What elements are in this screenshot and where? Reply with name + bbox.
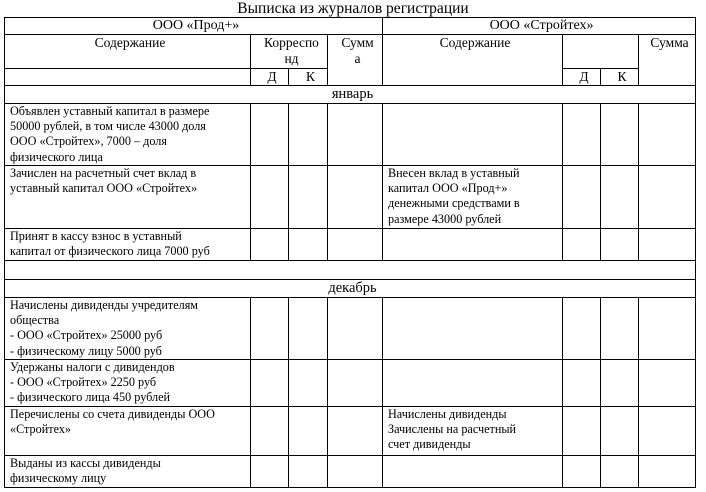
cell <box>639 229 696 261</box>
text-line: Принят в кассу взнос в уставный <box>10 229 182 243</box>
content-header-left: Содержание <box>5 35 251 69</box>
company-left: ООО «Прод+» <box>5 18 383 35</box>
cell <box>639 166 696 229</box>
cell <box>639 360 696 407</box>
correspondence-header-right <box>563 35 639 69</box>
cell <box>251 104 289 166</box>
row3-right-content <box>383 229 563 261</box>
row1-right-content <box>383 104 563 166</box>
cell <box>601 360 639 407</box>
text-line: 50000 рублей, в том числе 43000 доля <box>10 119 206 134</box>
row2-left-content <box>5 166 251 229</box>
text-line: уставный капитал ООО «Стройтех» <box>10 181 198 196</box>
row2-right-content <box>383 166 563 229</box>
table-row <box>5 407 696 456</box>
cell <box>328 360 383 407</box>
cell <box>563 360 601 407</box>
cell <box>639 104 696 166</box>
cell <box>251 456 289 488</box>
cell <box>328 456 383 488</box>
cell <box>601 298 639 360</box>
sum-header-line2: а <box>354 51 361 66</box>
cell <box>251 407 289 456</box>
cell <box>563 456 601 488</box>
cell <box>563 166 601 229</box>
correspondence-header-line2: нд <box>284 51 299 66</box>
cell <box>289 360 328 407</box>
text-line: - физического лица 450 рублей <box>10 390 171 405</box>
text-line: - физическому лицу 5000 руб <box>10 343 162 358</box>
text-line: Выданы из кассы дивиденды <box>10 456 161 470</box>
text-line: - ООО «Стройтех» 2250 руб <box>10 375 157 390</box>
sum-header-line1: Сумм <box>341 35 374 50</box>
cell <box>601 229 639 261</box>
cell <box>289 229 328 261</box>
text-line: Внесен вклад в уставный <box>388 166 520 180</box>
cell <box>328 229 383 261</box>
cell <box>251 229 289 261</box>
month-december: декабрь <box>5 280 696 298</box>
content-subheader-left <box>5 69 251 86</box>
sum-header-right: Сумма <box>639 35 696 86</box>
row4-left-content <box>5 298 251 360</box>
text-line: общества <box>10 313 60 328</box>
cell <box>289 407 328 456</box>
credit-header-left: К <box>289 69 328 86</box>
table-row <box>5 456 696 488</box>
cell <box>601 456 639 488</box>
cell <box>328 104 383 166</box>
text-line: «Стройтех» <box>10 422 72 437</box>
row3-left-content <box>5 229 251 261</box>
journal-table <box>4 17 696 488</box>
cell <box>601 407 639 456</box>
company-header-row <box>5 18 696 35</box>
text-line: Зачислены на расчетный <box>388 422 517 437</box>
debit-header-right: Д <box>563 69 601 86</box>
cell <box>563 104 601 166</box>
cell <box>601 104 639 166</box>
cell <box>289 166 328 229</box>
row6-left-content <box>5 407 251 456</box>
cell <box>289 104 328 166</box>
table-row <box>5 229 696 261</box>
table-row <box>5 166 696 229</box>
table-row <box>5 360 696 407</box>
spacer-cell <box>5 261 696 280</box>
cell <box>563 407 601 456</box>
cell <box>251 298 289 360</box>
document-title: Выписка из журналов регистрации <box>237 0 469 17</box>
text-line: капитал ООО «Прод+» <box>388 181 508 196</box>
cell <box>289 298 328 360</box>
month-row-january <box>5 86 696 104</box>
table-row <box>5 298 696 360</box>
cell <box>251 360 289 407</box>
content-header-right: Содержание <box>383 35 563 86</box>
cell <box>639 407 696 456</box>
spacer-row <box>5 261 696 280</box>
month-january: январь <box>5 86 696 104</box>
text-line: Удержаны налоги с дивидендов <box>10 360 175 374</box>
cell <box>601 166 639 229</box>
debit-header-left: Д <box>251 69 289 86</box>
text-line: ООО «Стройтех», 7000 – доля <box>10 134 167 149</box>
row1-left-content <box>5 104 251 166</box>
column-header-row <box>5 35 696 69</box>
cell <box>251 166 289 229</box>
cell <box>328 166 383 229</box>
text-line: Перечислены со счета дивиденды ООО <box>10 407 215 421</box>
text-line: капитал от физического лица 7000 руб <box>10 244 210 259</box>
text-line: Зачислен на расчетный счет вклад в <box>10 166 197 180</box>
text-line: денежными средствами в <box>388 196 520 211</box>
text-line: Объявлен уставный капитал в размере <box>10 104 210 118</box>
cell <box>289 456 328 488</box>
sum-header-left <box>328 35 383 86</box>
company-right: ООО «Стройтех» <box>383 18 696 35</box>
text-line: размере 43000 рублей <box>388 211 502 226</box>
month-row-december <box>5 280 696 298</box>
row5-right-content <box>383 360 563 407</box>
cell <box>563 229 601 261</box>
text-line: физического лица <box>10 149 103 164</box>
cell <box>639 298 696 360</box>
row4-right-content <box>383 298 563 360</box>
correspondence-header <box>251 35 328 69</box>
cell <box>563 298 601 360</box>
text-line: Начислены дивиденды учредителям <box>10 298 199 312</box>
text-line: физическому лицу <box>10 471 107 486</box>
row5-left-content <box>5 360 251 407</box>
credit-header-right: К <box>601 69 639 86</box>
cell <box>328 407 383 456</box>
cell <box>328 298 383 360</box>
cell <box>639 456 696 488</box>
correspondence-header-line1: Корреспо <box>264 35 319 50</box>
text-line: Начислены дивиденды <box>388 407 507 421</box>
table-row <box>5 104 696 166</box>
row6-right-content <box>383 407 563 456</box>
row7-right-content <box>383 456 563 488</box>
text-line: счет дивиденды <box>388 437 471 452</box>
row7-left-content <box>5 456 251 488</box>
text-line: - ООО «Стройтех» 25000 руб <box>10 328 163 343</box>
